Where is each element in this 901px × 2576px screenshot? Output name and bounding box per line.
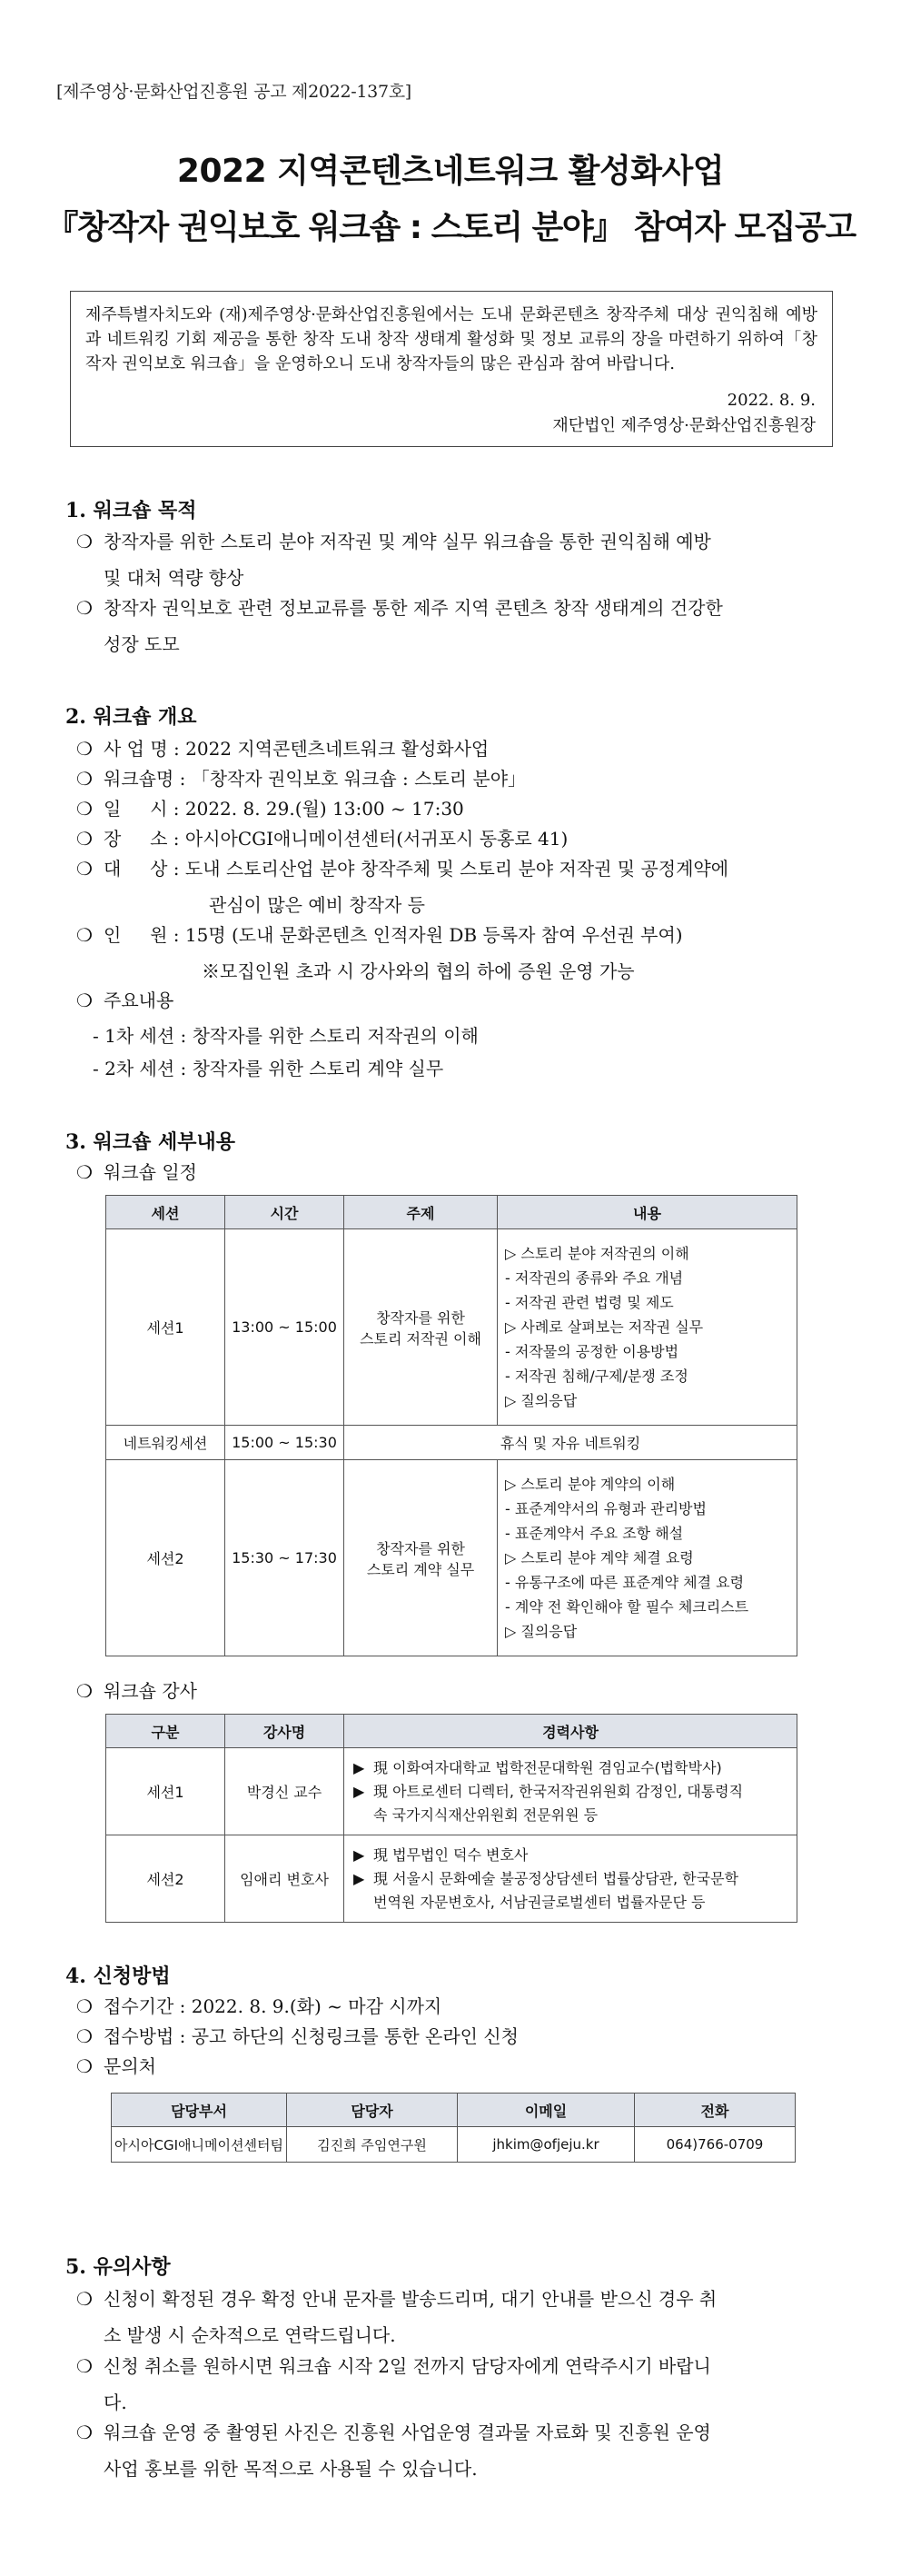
s5-bullet-3: ❍ 워크숍 운영 중 촬영된 사진은 진흥원 사업운영 결과물 자료화 및 진흥원 운영 (76, 2422, 711, 2443)
list-item: - 계약 전 확인해야 할 필수 체크리스트 (505, 1598, 749, 1616)
s1-bullet-2: ❍ 창작자 권익보호 관련 정보교류를 통한 제주 지역 콘텐츠 창작 생태계의 건강한 (76, 597, 723, 619)
schedule-content (498, 1229, 797, 1426)
lecturer-header: 경력사항 (344, 1715, 797, 1748)
list-item: - 저작권 관련 법령 및 제도 (505, 1294, 674, 1311)
schedule-header: 세션 (106, 1196, 225, 1229)
s2-target-cont: 관심이 많은 예비 창작자 등 (209, 894, 425, 916)
title-line-2: 『창작자 권익보호 워크숍 : 스토리 분야』 참여자 모집공고 (45, 209, 856, 246)
schedule-content (498, 1460, 797, 1656)
schedule-header: 주제 (344, 1196, 498, 1229)
list-item: ▷ 사례로 살펴보는 저작권 실무 (505, 1318, 704, 1336)
contact-phone: 064)766-0709 (635, 2127, 796, 2163)
intro-org: 재단법인 제주영상·문화산업진흥원장 (552, 416, 816, 435)
list-item: - 저작권의 종류와 주요 개념 (505, 1269, 684, 1287)
lecturer-row (106, 1835, 797, 1923)
lecturer-table (105, 1714, 797, 1923)
contact-row (112, 2127, 796, 2163)
s2-item-3: ❍ 일 시 : 2022. 8. 29.(월) 13:00 ~ 17:30 (76, 798, 464, 820)
s2-item-6: ❍ 인 원 : 15명 (도내 문화콘텐츠 인적자원 DB 등록자 참여 우선권 부여) (76, 924, 683, 946)
section-5-heading: 5. 유의사항 (65, 2255, 171, 2279)
s4-bullet-2: ❍ 접수방법 : 공고 하단의 신청링크를 통한 온라인 신청 (76, 2025, 519, 2047)
list-item: ▷ 질의응답 (505, 1392, 578, 1409)
contact-dept: 아시아CGI애니메이션센터팀 (112, 2127, 287, 2163)
list-item: ▷ 스토리 분야 저작권의 이해 (505, 1245, 689, 1262)
s2-item-4: ❍ 장 소 : 아시아CGI애니메이션센터(서귀포시 동홍로 41) (76, 828, 569, 850)
schedule-session: 네트워킹세션 (106, 1426, 225, 1460)
s4-bullet-3: ❍ 문의처 (76, 2055, 156, 2077)
schedule-topic: 휴식 및 자유 네트워킹 (344, 1426, 797, 1460)
lecturer-career: ▶ 現 이화여자대학교 법학전문대학원 겸임교수(법학박사) ▶ 現 아트로센터 디렉터, 한국저작권위원회 감정인, 대통령직 속 국가지식재산위원회 전문위원 등 (344, 1748, 797, 1835)
schedule-row (106, 1460, 797, 1656)
section-2-heading: 2. 워크숍 개요 (65, 705, 197, 729)
contact-table (111, 2093, 796, 2163)
schedule-row (106, 1229, 797, 1426)
title-line-1: 2022 지역콘텐츠네트워크 활성화사업 (176, 153, 725, 190)
s3-sub-2: ❍ 워크숍 강사 (76, 1680, 197, 1702)
schedule-header-row (106, 1196, 797, 1229)
lecturer-header: 구분 (106, 1715, 225, 1748)
lecturer-session: 세션1 (106, 1748, 225, 1835)
list-item: - 표준계약서 주요 조항 해설 (505, 1525, 684, 1542)
s2-item-5: ❍ 대 상 : 도내 스토리산업 분야 창작주체 및 스토리 분야 저작권 및 공정계약에 (76, 858, 729, 880)
schedule-session: 세션2 (106, 1460, 225, 1656)
contact-header: 담당자 (287, 2094, 458, 2127)
list-item: ▷ 스토리 분야 계약의 이해 (505, 1476, 676, 1493)
intro-text: 제주특별자치도와 (재)제주영상·문화산업진흥원에서는 도내 문화콘텐츠 창작주체 대상 권익침해 예방과 네트워킹 기회 제공을 통한 창작 도내 창작 생태계 활성화 및 정보 교류의 장을 마련하기 위하여「창작자 권익보호 워크숍」을 운영하오니 도내 창작자들의 많은 관심과 참여 바랍니다. (85, 305, 817, 373)
intro-date: 2022. 8. 9. (727, 391, 816, 410)
schedule-time: 15:00 ~ 15:30 (225, 1426, 344, 1460)
lecturer-header: 강사명 (225, 1715, 344, 1748)
schedule-table (105, 1195, 797, 1656)
schedule-row (106, 1426, 797, 1460)
section-1-heading: 1. 워크숍 목적 (65, 499, 197, 522)
s2-session-2: - 2차 세션 : 창작자를 위한 스토리 계약 실무 (93, 1058, 444, 1079)
s5-bullet-1: ❍ 신청이 확정된 경우 확정 안내 문자를 발송드리며, 대기 안내를 받으신 경우 취 (76, 2288, 718, 2310)
lecturer-row (106, 1748, 797, 1835)
schedule-session: 세션1 (106, 1229, 225, 1426)
contact-person: 김진희 주임연구원 (287, 2127, 458, 2163)
schedule-time: 13:00 ~ 15:00 (225, 1229, 344, 1426)
list-item: - 유통구조에 따른 표준계약 체결 요령 (505, 1574, 745, 1591)
s5-bullet-2: ❍ 신청 취소를 원하시면 워크숍 시작 2일 전까지 담당자에게 연락주시기 바랍니 (76, 2355, 711, 2377)
lecturer-name: 박경신 교수 (225, 1748, 344, 1835)
s2-item-1: ❍ 사 업 명 : 2022 지역콘텐츠네트워크 활성화사업 (76, 738, 490, 760)
s5-bullet-2-cont: 다. (104, 2392, 127, 2413)
lecturer-header-row (106, 1715, 797, 1748)
contact-header: 이메일 (458, 2094, 635, 2127)
contact-header-row (112, 2094, 796, 2127)
schedule-topic: 창작자를 위한 스토리 계약 실무 (344, 1460, 498, 1656)
section-3-heading: 3. 워크숍 세부내용 (65, 1130, 236, 1154)
lecturer-session: 세션2 (106, 1835, 225, 1923)
s2-item-7: ❍ 주요내용 (76, 990, 174, 1011)
notice-number: [제주영상·문화산업진흥원 공고 제2022-137호] (56, 82, 411, 102)
s5-bullet-3-cont: 사업 홍보를 위한 목적으로 사용될 수 있습니다. (104, 2458, 478, 2480)
s5-bullet-1-cont: 소 발생 시 순차적으로 연락드립니다. (104, 2324, 396, 2346)
list-item: ▷ 스토리 분야 계약 체결 요령 (505, 1549, 694, 1566)
schedule-time: 15:30 ~ 17:30 (225, 1460, 344, 1656)
s1-bullet-1: ❍ 창작자를 위한 스토리 분야 저작권 및 계약 실무 워크숍을 통한 권익침해 예방 (76, 531, 711, 552)
schedule-topic: 창작자를 위한 스토리 저작권 이해 (344, 1229, 498, 1426)
s2-people-note: ※모집인원 초과 시 강사와의 협의 하에 증원 운영 가능 (202, 960, 635, 982)
contact-header: 전화 (635, 2094, 796, 2127)
schedule-header: 내용 (498, 1196, 797, 1229)
s1-bullet-1-cont: 및 대처 역량 향상 (104, 567, 244, 589)
s2-item-2: ❍ 워크숍명 : 「창작자 권익보호 워크숍 : 스토리 분야」 (76, 768, 527, 790)
list-item: - 저작권 침해/구제/분쟁 조정 (505, 1368, 688, 1385)
section-4-heading: 4. 신청방법 (65, 1964, 171, 1988)
s3-sub-1: ❍ 워크숍 일정 (76, 1161, 197, 1183)
list-item: - 저작물의 공정한 이용방법 (505, 1343, 679, 1360)
list-item: ▷ 질의응답 (505, 1623, 578, 1640)
contact-email: jhkim@ofjeju.kr (458, 2127, 635, 2163)
lecturer-name: 임애리 변호사 (225, 1835, 344, 1923)
s4-bullet-1: ❍ 접수기간 : 2022. 8. 9.(화) ~ 마감 시까지 (76, 1995, 442, 2017)
intro-box (70, 291, 833, 447)
list-item: - 표준계약서의 유형과 관리방법 (505, 1500, 707, 1517)
contact-header: 담당부서 (112, 2094, 287, 2127)
s1-bullet-2-cont: 성장 도모 (104, 633, 180, 655)
schedule-header: 시간 (225, 1196, 344, 1229)
s2-session-1: - 1차 세션 : 창작자를 위한 스토리 저작권의 이해 (93, 1025, 479, 1047)
lecturer-career: ▶ 現 법무법인 덕수 변호사 ▶ 現 서울시 문화예술 불공정상담센터 법률상담관, 한국문학 번역원 자문변호사, 서남권글로벌센터 법률자문단 등 (344, 1835, 797, 1923)
